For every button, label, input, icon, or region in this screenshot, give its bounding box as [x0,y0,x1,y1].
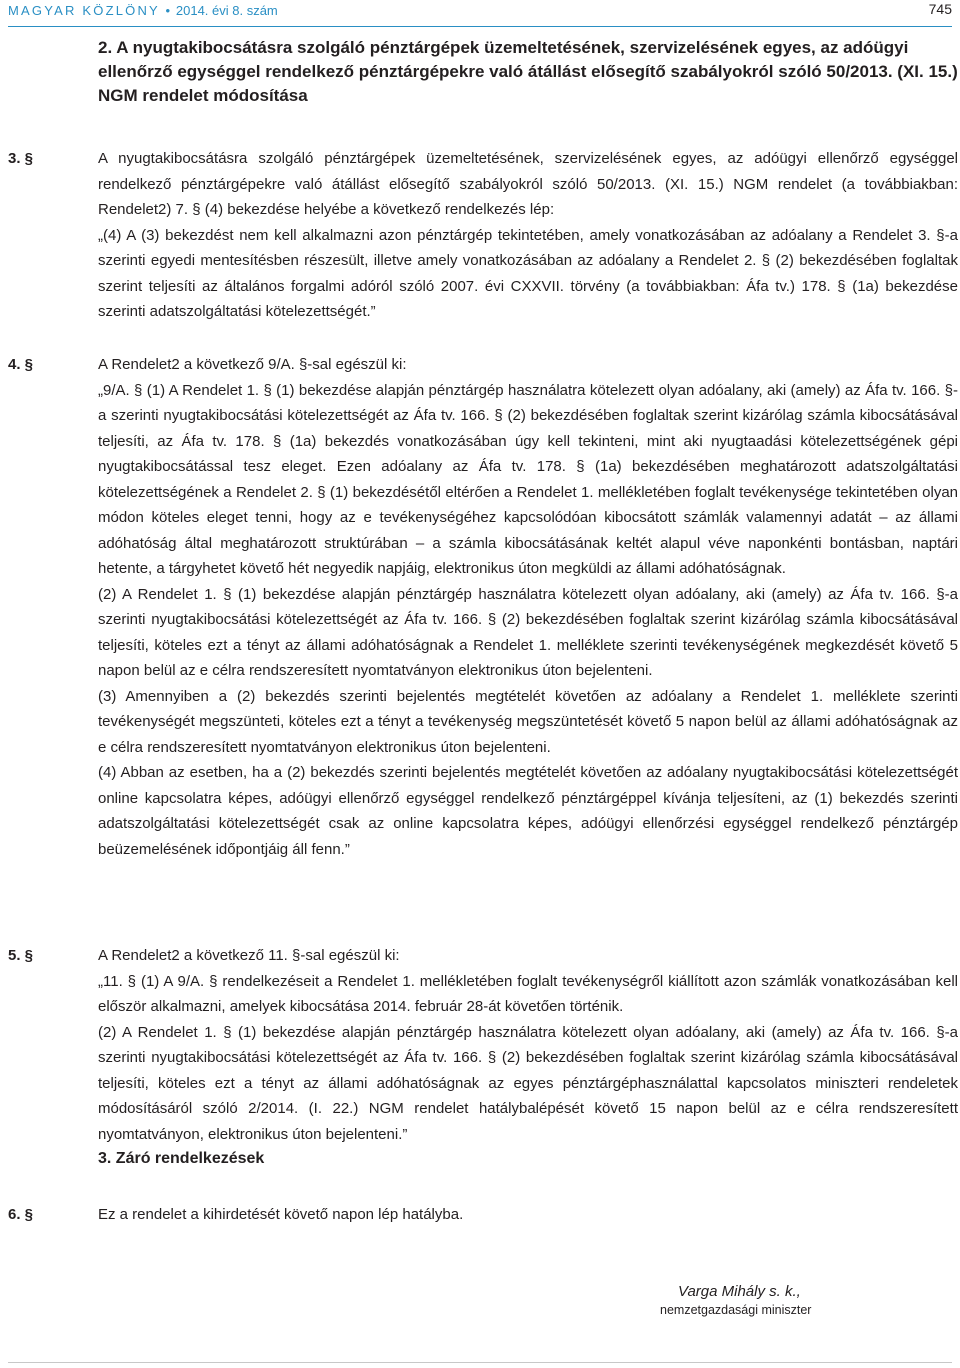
paragraph-6 [0,1202,958,1228]
chapter-title: 2. A nyugtakibocsátásra szolgáló pénztárgépek üzemeltetésének, szervizelésének egyes, az adóügyi ellenőrző egységgel rendelkező pénztárgépekre való átállást elősegítő szabályokról szóló 50/2013. (XI. 15.) NGM rendelet módosítása [98,38,958,105]
paragraph-3 [0,146,958,325]
paragraph-text: „11. § (1) A 9/A. § rendelkezéseit a Rendelet 1. mellékletében foglalt tevékenységről kiállított azon számlák vonatkozásában kell először alkalmazni, amelyek kibocsátása 2014. február 28-át követően történik. [98,972,958,1015]
paragraph-text: (2) A Rendelet 1. § (1) bekezdése alapján pénztárgép használatra kötelezett olyan adóalany, aki (amely) az Áfa tv. 166. §-a szerinti nyugtakibocsátási kötelezettségét az Áfa tv. 166. § (2) bekezdésében foglaltak szerint kizárólag számla kibocsátásával teljesíti, köteles ezt a tényt az állami adóhatóságnak a Rendelet 1. melléklete szerinti tevékenységének megkezdését követő 5 napon belül az e célra rendszeresített nyomtatványon elektronikus úton bejelenteni. [98,585,958,679]
paragraph-text: „(4) A (3) bekezdést nem kell alkalmazni azon pénztárgép tekintetében, amely vonatkozásában az adóalany a Rendelet 3. §-a szerinti egyedi mentesítésben részesült, illetve amely vonatkozásában az adóalany a Rendelet 2. § (2) bekezdésében foglaltak szerint teljesíti az általános forgalmi adóról szóló 2007. évi CXXVII. törvény (a továbbiakban: Áfa tv.) 178. § (1a) bekezdése szerinti adatszolgáltatási kötelezettségét.” [98,226,958,320]
issue-date: 2014. évi 8. szám [175,3,278,18]
paragraph-body [98,352,958,862]
section-heading: 3. Záró rendelkezések [98,1150,265,1167]
paragraph-text: „9/A. § (1) A Rendelet 1. § (1) bekezdése alapján pénztárgép használatra kötelezett olyan adóalany, aki (amely) az Áfa tv. 166. §-a szerinti nyugtakibocsátási kötelezettségét az Áfa tv. 166. § (2) bekezdésében foglaltak szerint kizárólag számla kibocsátásával teljesíti, az Áfa tv. 178. § (1a) bekezdés vonatkozásában úgy kell tekinteni, mint aki nyugtaadási kötelezettségének gépi nyugtakibocsátással tesz eleget. Ezen adóalany az Áfa tv. 178. § (1a) bekezdésében meghatározott adatszolgáltatási kötelezettségének a Rendelet 2. § (1) bekezdésétől eltérően a Rendelet 1. mellékletében foglalt tevékenysége tekintetében olyan módon köteles eleget tenni, hogy az e tevékenységéhez kapcsolódóan kibocsátott számlák valamennyi adatát – az állami adóhatóság által meghatározott struktúrában – a számla kibocsátásának keltét alapul véve naponkénti bontásban, naptári hetente, a tárgyhetet követő hét negyedik napjáig, elektronikus úton megküldi az állami adóhatóságnak. [98,381,958,577]
signatory-name: Varga Mihály s. k., [678,1283,801,1300]
publication-name: MAGYAR KÖZLÖNY [8,3,160,18]
paragraph-number: 3. § [8,150,34,167]
paragraph-body [98,1202,958,1228]
paragraph-text: A Rendelet2 a következő 9/A. §-sal egészül ki: [98,356,407,373]
page-number: 745 [928,1,952,17]
header-publication [8,3,278,18]
paragraph-text: A Rendelet2 a következő 11. §-sal egészül ki: [98,947,400,964]
paragraph-4 [0,352,958,862]
paragraph-text: Ez a rendelet a kihirdetését követő napon lép hatályba. [98,1206,464,1223]
paragraph-number: 4. § [8,356,34,373]
header-divider [8,26,952,27]
signature-block [660,1283,900,1317]
paragraph-number: 5. § [8,947,34,964]
signatory-title: nemzetgazdasági miniszter [660,1303,812,1317]
paragraph-text: (2) A Rendelet 1. § (1) bekezdése alapján pénztárgép használatra kötelezett olyan adóalany, aki (amely) az Áfa tv. 166. §-a szerinti nyugtakibocsátási kötelezettségét az Áfa tv. 166. § (2) bekezdésében foglaltak szerint kizárólag számla kibocsátásával teljesíti, köteles ezt a tényt az állami adóhatóságnak az egyes pénztárgéphasználattal kapcsolatos miniszteri rendeletek módosításáról szóló 2/2014. (I. 22.) NGM rendelet hatálybalépését követő 15 napon belül az e célra rendszeresített nyomtatványon, elektronikus úton bejelenteni.” [98,1023,958,1143]
footer-divider [8,1362,952,1363]
paragraph-text: (4) Abban az esetben, ha a (2) bekezdés szerinti bejelentés megtételét követően az adóalany nyugtakibocsátási kötelezettségét online kapcsolatra képes, adóügyi ellenőrző egységgel rendelkező pénztárgéppel kívánja teljesíteni, az (1) bekezdés szerinti adatszolgáltatási kötelezettségét csak az online kapcsolatra képes, adóügyi ellenőrzési egységgel rendelkező pénztárgép beüzemelésének időpontjáig áll fenn.” [98,764,958,858]
paragraph-body [98,943,958,1147]
paragraph-body [98,146,958,325]
paragraph-5 [0,943,958,1147]
page-header [8,0,952,26]
paragraph-text: (3) Amennyiben a (2) bekezdés szerinti bejelentés megtételét követően az adóalany a Rendelet 1. melléklete szerinti tevékenységét megszünteti, köteles ezt a tényt a tevékenység megszüntetését követő 5 napon belül az állami adóhatóságnak az e célra rendszeresített nyomtatványon elektronikus úton bejelenteni. [98,687,958,756]
paragraph-text: A nyugtakibocsátásra szolgáló pénztárgépek üzemeltetésének, szervizelésének egyes, az adóügyi ellenőrző egységgel rendelkező pénztárgépekre való átállást elősegítő szabályokról szóló 50/2013. (XI. 15.) NGM rendelet (a továbbiakban: Rendelet2) 7. § (4) bekezdése helyébe a következő rendelkezés lép: [98,150,958,218]
bullet-separator: • [165,3,171,18]
paragraph-number: 6. § [8,1206,34,1223]
